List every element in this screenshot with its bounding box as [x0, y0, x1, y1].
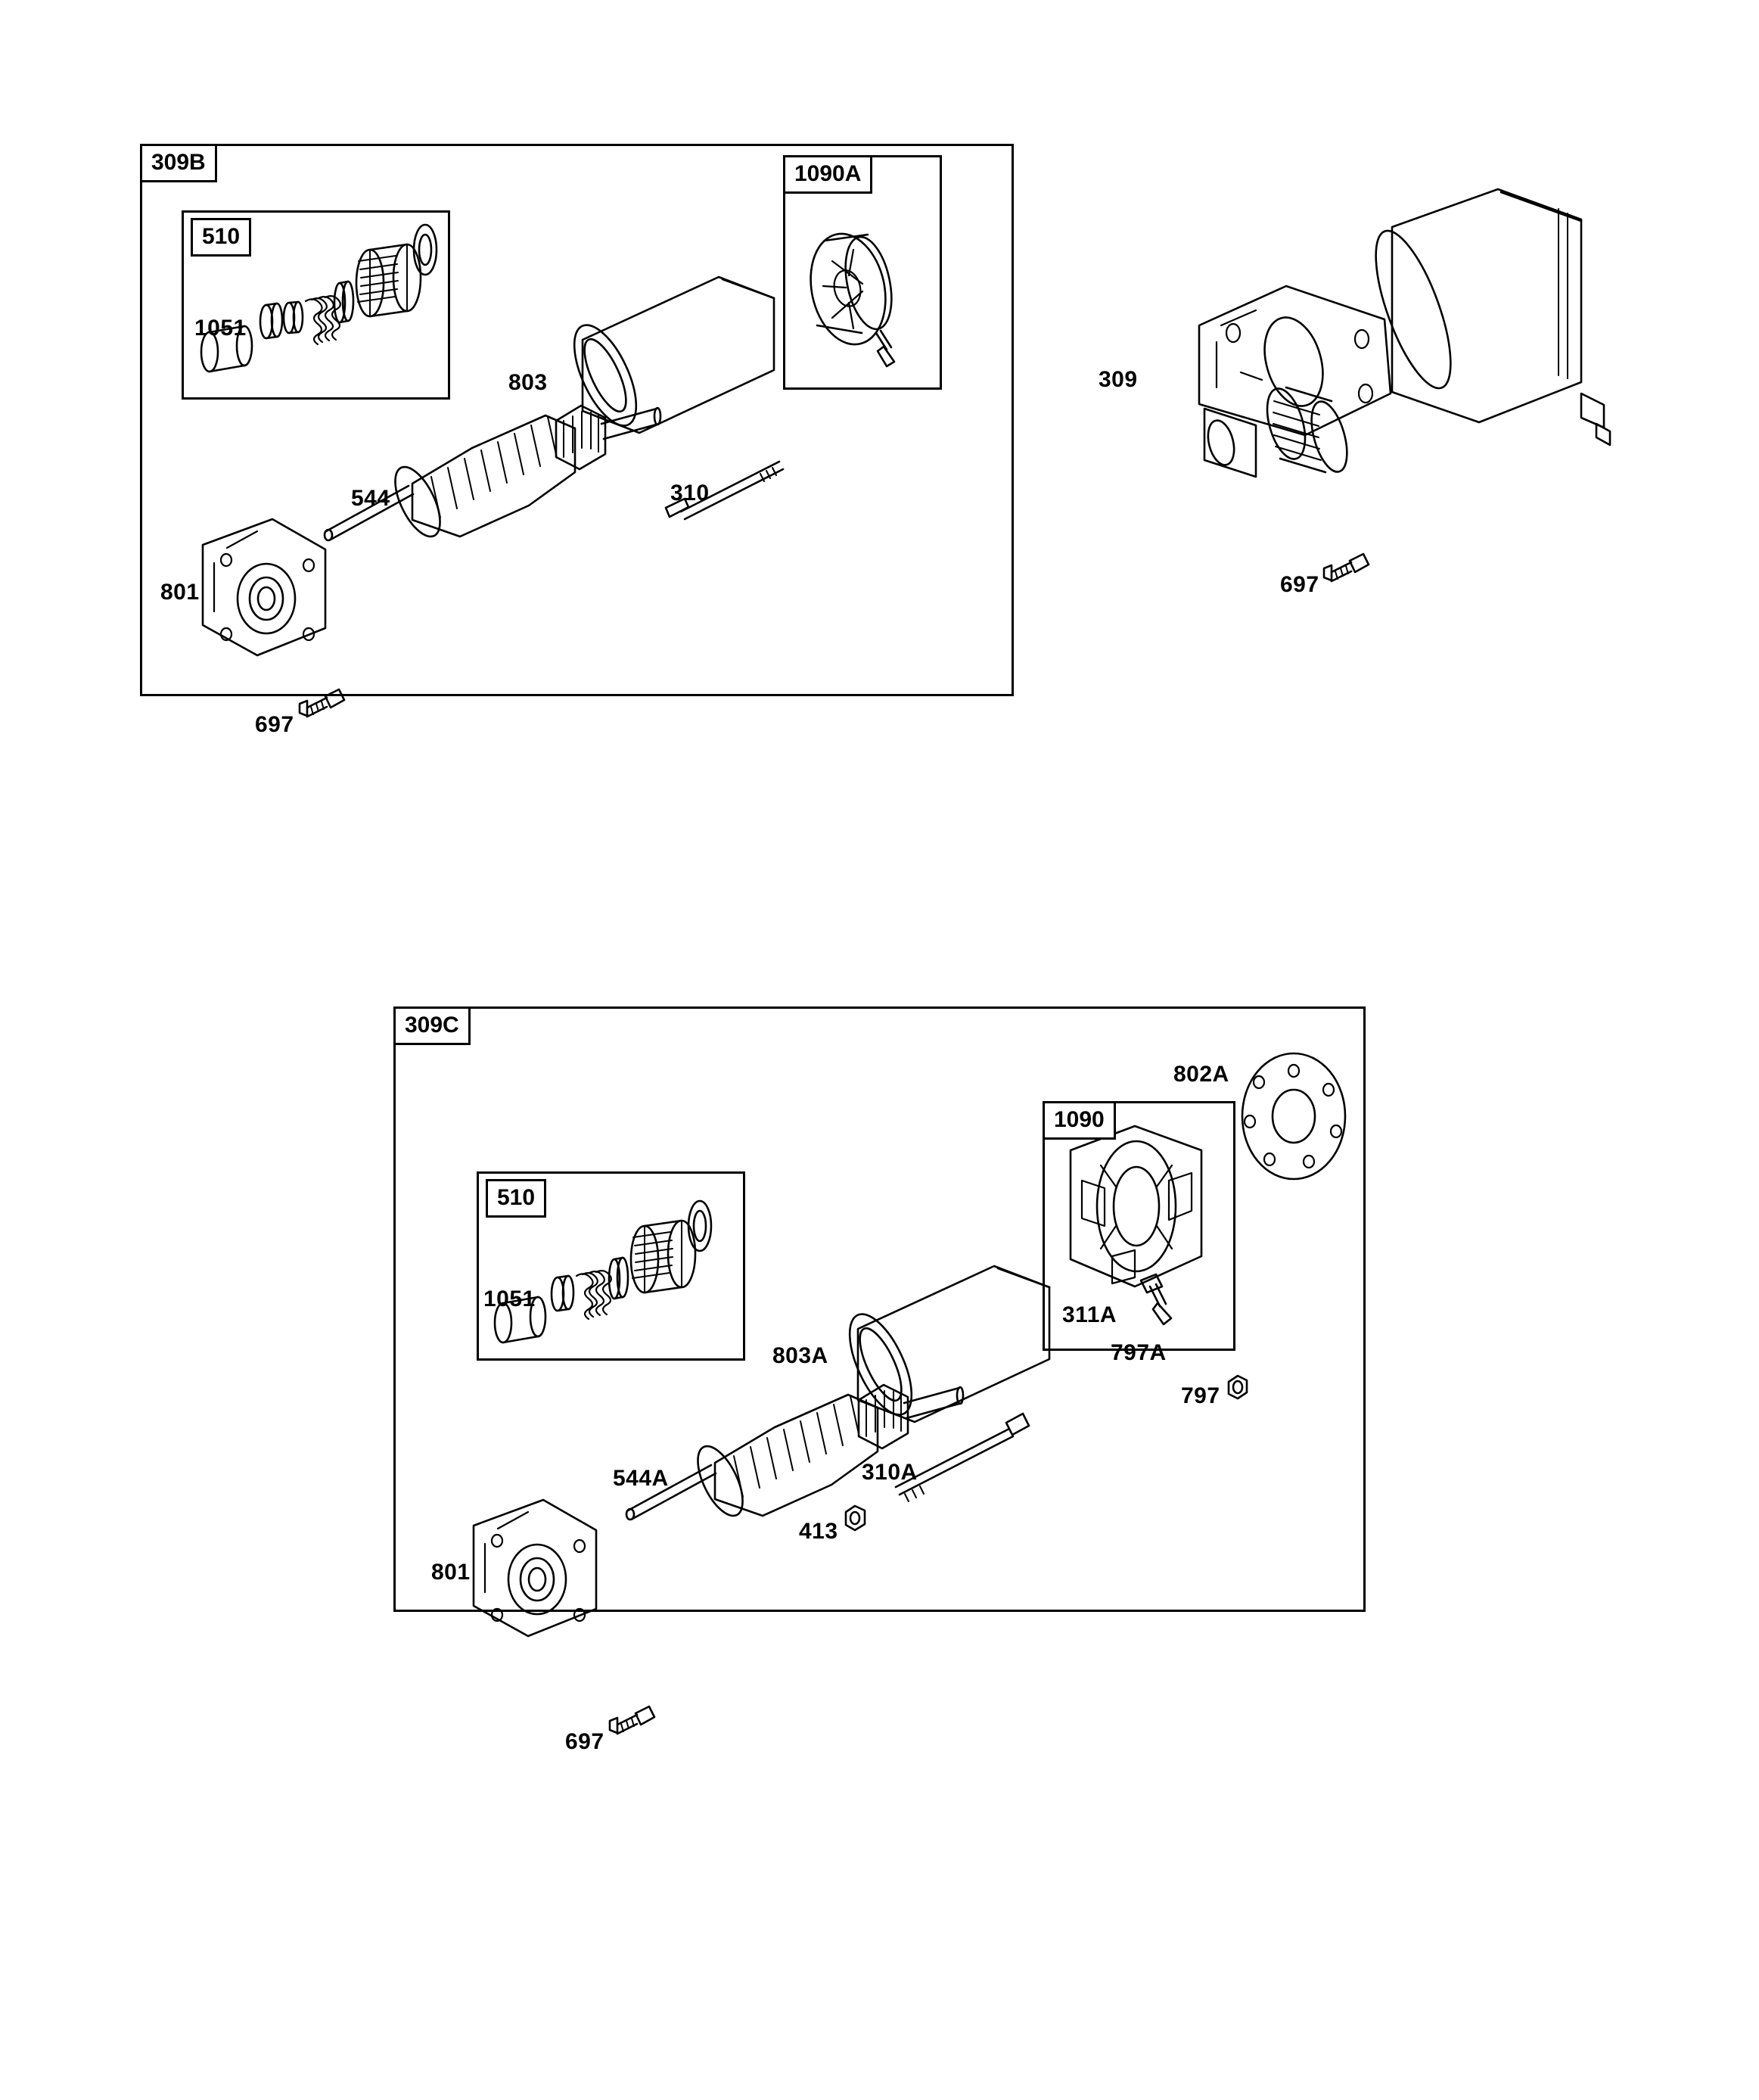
- callout-310a: 310A: [862, 1460, 918, 1485]
- callout-544a: 544A: [613, 1466, 669, 1491]
- subpanel-label-1090a: 1090A: [783, 155, 872, 194]
- callout-797a: 797A: [1111, 1340, 1167, 1365]
- art-697-screw-bottom: [610, 1706, 654, 1734]
- panel-label-309c: 309C: [393, 1006, 471, 1045]
- panel-label-309b: 309B: [140, 144, 217, 182]
- callout-544: 544: [351, 486, 390, 511]
- art-309-assembly: [1199, 189, 1610, 477]
- callout-697-right: 697: [1280, 572, 1319, 597]
- callout-803a: 803A: [772, 1343, 828, 1368]
- callout-801-bottom: 801: [431, 1560, 471, 1585]
- callout-309: 309: [1099, 367, 1138, 392]
- callout-697-bottom: 697: [565, 1729, 604, 1754]
- art-697-screw-right: [1324, 554, 1369, 581]
- callout-413: 413: [799, 1519, 838, 1544]
- callout-310: 310: [670, 481, 710, 506]
- callout-311a: 311A: [1062, 1302, 1117, 1327]
- callout-797: 797: [1181, 1383, 1220, 1408]
- subpanel-label-1090: 1090: [1043, 1101, 1116, 1140]
- callout-801-top: 801: [160, 580, 200, 605]
- callout-803: 803: [508, 370, 548, 395]
- callout-1051-top: 1051: [194, 316, 247, 341]
- callout-697-top-left: 697: [255, 712, 294, 737]
- callout-1051-bottom: 1051: [483, 1286, 536, 1311]
- subpanel-label-510-top: 510: [191, 218, 251, 257]
- subpanel-label-510-bottom: 510: [486, 1179, 546, 1218]
- callout-802a: 802A: [1173, 1062, 1229, 1087]
